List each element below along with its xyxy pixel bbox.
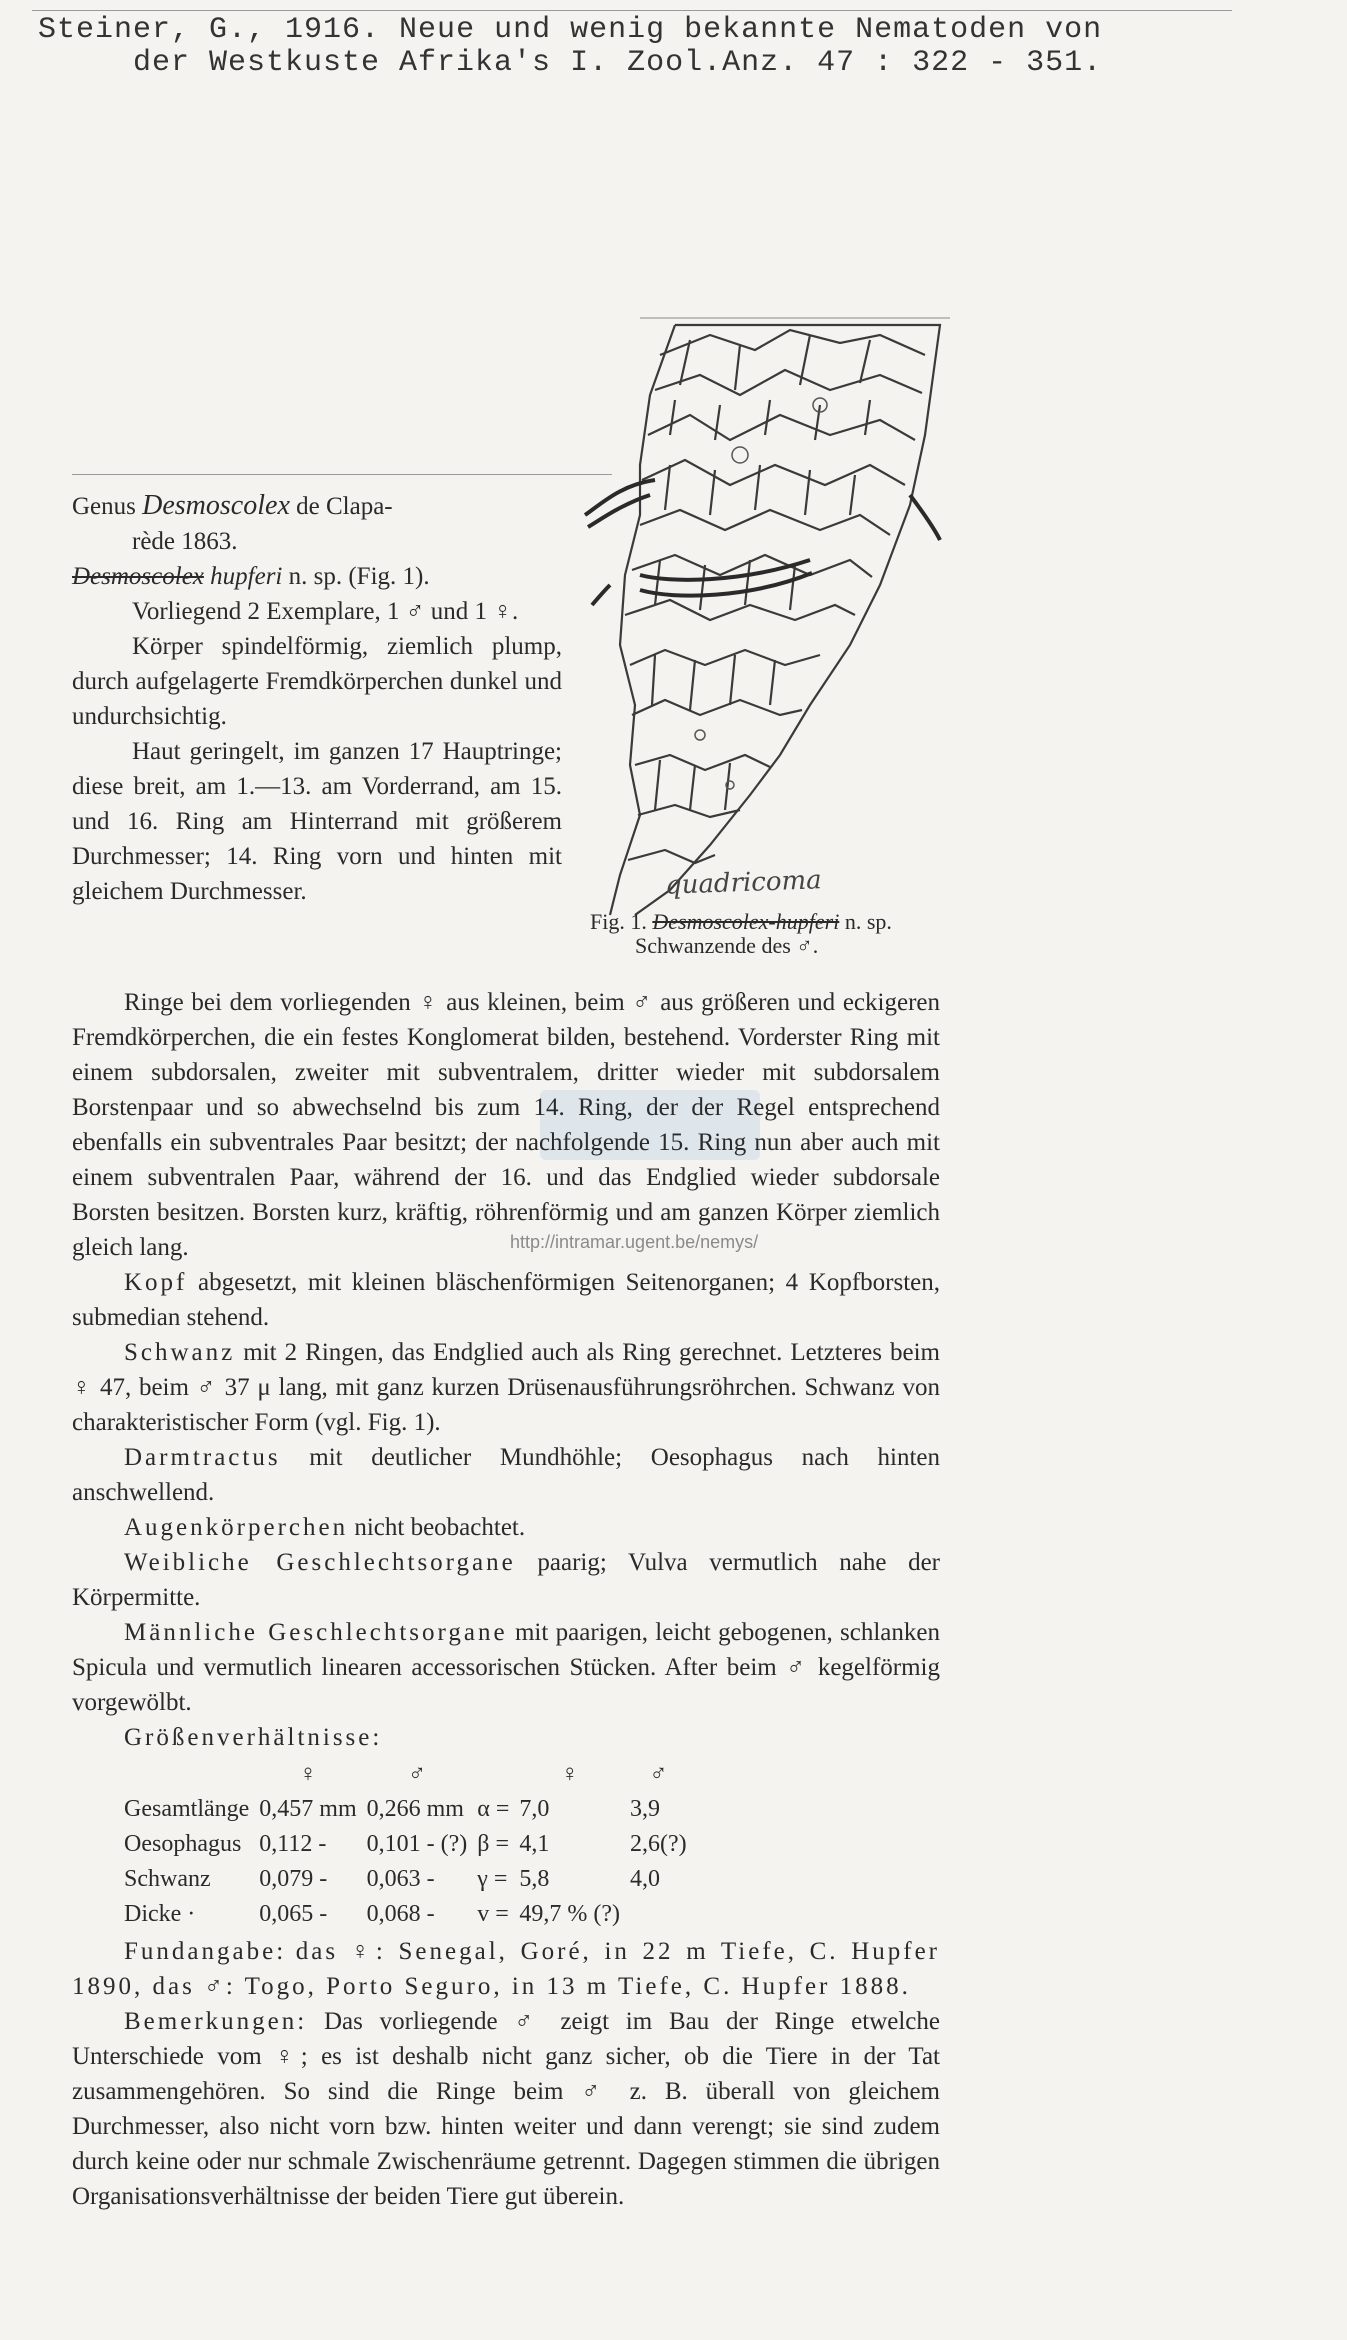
watermark-url: http://intramar.ugent.be/nemys/	[510, 1232, 759, 1252]
table-cell: 5,8	[519, 1866, 550, 1892]
table-cell: 49,7 % (?)	[519, 1901, 621, 1927]
measure-table	[124, 1757, 697, 1932]
table-cell: 7,0	[519, 1796, 550, 1822]
table-cell: β =	[477, 1831, 510, 1857]
genus-rule	[72, 474, 612, 475]
kopf-head: Kopf	[124, 1269, 188, 1296]
table-header-cell: ♀	[298, 1761, 317, 1787]
table-cell: 4,0	[630, 1866, 661, 1892]
schwanz-head: Schwanz	[124, 1339, 236, 1366]
table-cell: 0,063 -	[366, 1866, 435, 1892]
paragraph-kopf	[72, 1265, 940, 1335]
paragraph-groessen	[72, 1720, 940, 1755]
table-cell: 4,1	[519, 1831, 550, 1857]
paragraph-maennlich	[72, 1615, 940, 1720]
table-row	[124, 1827, 697, 1862]
paragraph-schwanz	[72, 1335, 940, 1440]
citation-line-2: der Westkuste Afrika's I. Zool.Anz. 47 : 322 - 351.	[133, 46, 1103, 80]
maennlich-head: Männliche Geschlechtsorgane	[124, 1619, 508, 1646]
maennlich-text: mit paarigen, leicht gebogenen, schlanken Spicula und vermutlich linearen accessorischen Stücken. After beim ♂ kegelförmig vorgewölbt.	[72, 1619, 940, 1716]
paragraph-fundangabe	[72, 1934, 940, 2004]
weiblich-text: paarig; Vulva vermutlich nahe der Körpermitte.	[72, 1549, 941, 1611]
figure-label: Fig. 1.	[590, 909, 647, 934]
paragraph-haut: Haut geringelt, im ganzen 17 Hauptringe; diese breit, am 1.—13. am Vorderrand, am 15. und 16. Ring am Hinterrand mit größerem Durchmesser; 14. Ring vorn und hinten mit gleichem Durchmesser.	[72, 738, 562, 905]
table-cell: γ =	[477, 1866, 508, 1892]
species-heading	[72, 559, 562, 594]
figure-name-rest: n. sp.	[844, 909, 892, 934]
fundangabe-text: das ♀: Senegal, Goré, in 22 m Tiefe, C. Hupfer 1890, das ♂: Togo, Porto Seguro, in 13 m Tiefe, C. Hupfer 1888.	[72, 1938, 941, 2000]
citation-header	[38, 14, 1318, 80]
genus-author: de Clapa-	[296, 493, 393, 520]
darm-text: mit deutlicher Mundhöhle; Oesophagus nach hinten anschwellend.	[72, 1444, 941, 1506]
darm-head: Darmtractus	[124, 1444, 281, 1471]
genus-prefix: Genus	[72, 493, 136, 520]
table-cell: 0,068 -	[366, 1901, 435, 1927]
species-name: hupferi	[210, 563, 283, 590]
bemerkungen-text: Das vorliegende ♂ zeigt im Bau der Ringe etwelche Unterschiede vom ♀; es ist deshalb nicht ganz sicher, ob die Tiere in der Tat zusammengehören. So sind die Ringe beim ♂ z. B. überall von gleichem Durchmesser, also nicht vorn bzw. hinten weiter und dann verengt; sie sind zudem durch keine oder nur schmale Zwischenräume getrennt. Dagegen stimmen die übrigen Organisationsverhältnisse der beiden Tiere gut überein.	[72, 2008, 941, 2210]
table-cell: Gesamtlänge	[124, 1796, 250, 1822]
table-cell: Oesophagus	[124, 1831, 242, 1857]
paragraph-bemerkungen	[72, 2004, 940, 2214]
table-cell: 3,9	[630, 1796, 661, 1822]
table-header-cell	[124, 1757, 259, 1792]
table-row	[124, 1862, 697, 1897]
paragraph-exemplare: Vorliegend 2 Exemplare, 1 ♂ und 1 ♀.	[132, 598, 519, 625]
species-rest: n. sp. (Fig. 1).	[288, 563, 430, 590]
table-row	[124, 1897, 697, 1932]
fundangabe-head: Fundangabe:	[124, 1938, 287, 1965]
table-cell: 2,6(?)	[630, 1831, 687, 1857]
species-struck-genus: Desmoscolex	[72, 563, 204, 590]
table-cell: 0,079 -	[259, 1866, 328, 1892]
groessen-head: Größenverhältnisse:	[124, 1724, 383, 1751]
table-row	[124, 1792, 697, 1827]
table-header-cell: ♀	[560, 1761, 579, 1787]
table-header-row	[124, 1757, 697, 1792]
table-cell: v =	[477, 1901, 509, 1927]
header-rule	[32, 10, 1232, 11]
weiblich-head: Weibliche Geschlechtsorgane	[124, 1549, 516, 1576]
genus-name: Desmoscolex	[142, 490, 290, 521]
kopf-text: abgesetzt, mit kleinen bläschenförmigen Seitenorganen; 4 Kopfborsten, submedian stehend.	[72, 1269, 940, 1331]
table-cell: Dicke ·	[124, 1901, 196, 1927]
table-cell: 0,065 -	[259, 1901, 328, 1927]
table-cell: α =	[477, 1796, 510, 1822]
handwritten-annotation: quadricoma	[664, 865, 823, 901]
table-cell: 0,457 mm	[259, 1796, 357, 1822]
figure-caption	[590, 910, 950, 958]
genus-heading	[72, 488, 562, 524]
table-cell: 0,112 -	[259, 1831, 327, 1857]
table-header-cell	[477, 1757, 519, 1792]
augen-text: nicht beobachtet.	[354, 1514, 526, 1541]
paragraph-darm	[72, 1440, 940, 1510]
table-header-cell: ♂	[407, 1761, 426, 1787]
table-cell: 0,266 mm	[366, 1796, 464, 1822]
genus-section	[72, 488, 562, 909]
schwanz-text: mit 2 Ringen, das Endglied auch als Ring gerechnet. Letzteres beim ♀ 47, beim ♂ 37 μ lang, mit ganz kurzen Drüsenausführungsröhrchen. Schwanz von charakteristischer Form (vgl. Fig. 1).	[72, 1339, 941, 1436]
paragraph-koerper: Körper spindelförmig, ziemlich plump, durch aufgelagerte Fremdkörperchen dunkel und undurchsichtig.	[72, 633, 562, 730]
paragraph-ringe: Ringe bei dem vorliegenden ♀ aus kleinen, beim ♂ aus größeren und eckigeren Fremdkörperchen, die ein festes Konglomerat bilden, bestehend. Vorderster Ring mit einem subdorsalen, zweiter mit subventralem, dritter wieder mit subdorsalem Borstenpaar und so abwechselnd bis zum 14. Ring, der der Regel entsprechend ebenfalls ein subventrales Paar besitzt; der nachfolgende 15. Ring nun aber auch mit einem subventralen Paar, während der 16. und das Endglied wieder subdorsale Borsten besitzen. Borsten kurz, kräftig, röhrenförmig und am ganzen Körper ziemlich gleich lang.	[72, 989, 940, 1261]
main-text	[72, 985, 940, 2214]
table-header-cell: ♂	[649, 1761, 668, 1787]
genus-author-cont: rède 1863.	[132, 528, 238, 555]
table-cell	[630, 1897, 697, 1932]
citation-line-1: Steiner, G., 1916. Neue und wenig bekannte Nematoden von	[38, 13, 1103, 47]
figure-subcaption: Schwanzende des ♂.	[635, 933, 819, 958]
paragraph-weiblich	[72, 1545, 940, 1615]
bemerkungen-head: Bemerkungen:	[124, 2008, 308, 2035]
table-cell: 0,101 - (?)	[366, 1831, 468, 1857]
table-cell: Schwanz	[124, 1866, 211, 1892]
augen-head: Augenkörperchen	[124, 1514, 349, 1541]
paragraph-augen	[72, 1510, 940, 1545]
figure-struck-name: Desmoscolex-hupferi	[652, 909, 840, 934]
